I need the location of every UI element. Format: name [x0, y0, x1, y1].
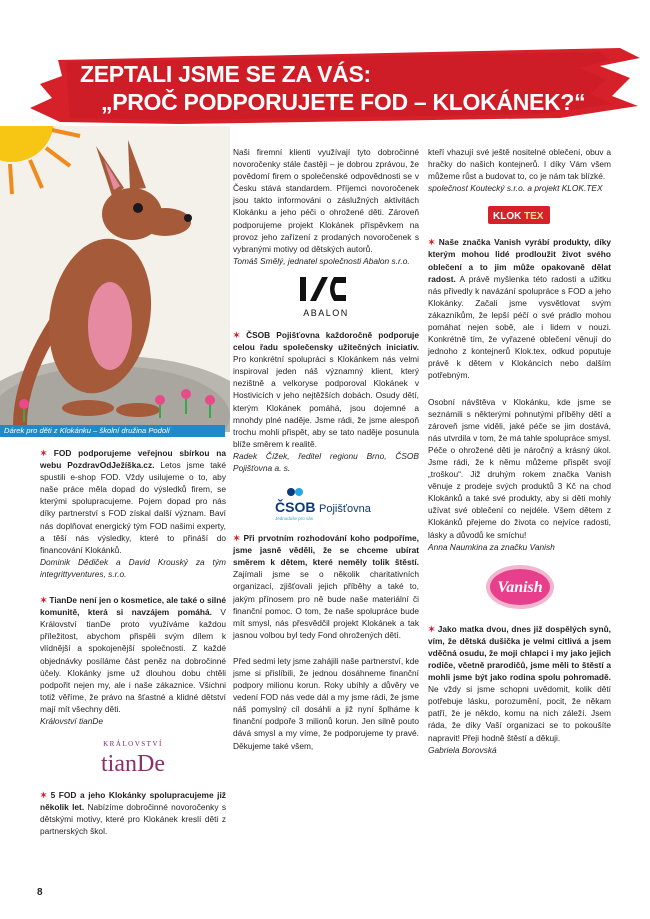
asterisk-icon: ✶ [233, 533, 240, 544]
body-text: Osobní návštěva v Klokánku, kde jsme se seznámili s některými pohnutými příběhy dětí a zároveň jsme viděli, jaké péče se jim dostává, nás utvrdila v tom, že má tahle spolupráce smysl. Péče o ohrožené děti je náročný a krásný úkol. Jsme rádi, že k němu můžeme přispět svojí „troškou“. Již druhým rokem značka Vanish věnuje z prodeje svých produktů 3 Kč na chod Klokánků a také své produkty, aby si děti mohly užívat své oblečení co nejdéle. Všem dětem z Klokánků přejeme do života co nejvíce radosti, lásky a důvodů ke smíchu! [428, 396, 611, 540]
asterisk-icon: ✶ [428, 237, 435, 248]
asterisk-icon: ✶ [40, 595, 47, 606]
kloktex-logo [488, 202, 552, 226]
headline-line-1: ZEPTALI JSME SE ZA VÁS: [80, 61, 371, 87]
signature: Anna Naumkina za značku Vanish [428, 541, 555, 552]
body-text: V Království tianDe proto využíváme každou příležitost, abychom přispěli svým dílem k vlídnější a spokojenější společnosti. Z každé objednávky posíláme část peněz na dobročinné účely. Klokánky jsme už dlouhou dobu chtěli podpořit nejen my, ale i naše zákaznice. Všichni totiž věříme, že právo na šťastné a klidné dětství mají mít všechny děti. [40, 607, 226, 714]
child-drawing-kangaroo [0, 126, 230, 432]
lead-text: FOD podporujeme veřejnou sbírkou na webu PozdravOdJežíška.cz. [40, 448, 226, 471]
asterisk-icon: ✶ [40, 790, 47, 801]
svg-text:tianDe: tianDe [101, 751, 165, 778]
paragraph [428, 236, 611, 381]
csob-pojistovna-logo [271, 482, 381, 522]
signature: Království tianDe [40, 715, 104, 726]
asterisk-icon: ✶ [40, 448, 47, 458]
column-2 [233, 146, 419, 752]
signature: Tomáš Smělý, jednatel společnosti Abalon s.r.o. [233, 255, 410, 266]
body-text: Před sedmi lety jsme zahájili naše partnerství, kde jsme si přislíbili, že jednou dosáhneme finanční podpory milionu korun. Roky ubíhly a důvěry ve vedení FOD nás vede dál a my jsme rádi, že jsme náš pomyslný cíl dosáhli a již nyní šplháme k finanční podpoře 3 milionů korun. Jen silně pouto dává smysl a my víme, že podporujeme ty pravé. Děkujeme také všem, [233, 655, 419, 751]
tiande-logo [88, 735, 178, 779]
body-text: Zajímali jsme se o několik charitativních organizací, zjišťovali jejich příběhy a také to, jakým přínosem pro ně bude naše materiální či finanční pomoc. O tom, že naše spolupráce bude mít smysl, nás přesvědčil projekt Klokánek a tak jasnou volbou byl tedy Fond ohrožených dětí. [233, 569, 419, 640]
paragraph [40, 594, 226, 715]
body-text: Pro konkrétní spolupráci s Klokánkem nás velmi inspiroval jeden náš významný klient, který nezištně a velkoryse podporoval Klokánek v Hostivicích v jeho nejtěžších dobách. Osudy dětí, kterým Klokánek pomáhá, jsou dojemné a mnohdy plné naděje. Jsme rádi, že jsme alespoň trochu mohli přispět, aby se tato naděje posunula blíže směrem k realitě. [233, 354, 419, 449]
body-text: Nabízíme dobročinné novoročenky s dětskými motivy, které pro Klokánek kreslí děti z partnerských škol. [40, 802, 227, 837]
vanish-logo [480, 561, 560, 613]
signature: Gabriela Borovská [428, 744, 497, 755]
svg-text:KLOK: KLOK [492, 211, 521, 223]
asterisk-icon: ✶ [428, 623, 435, 634]
lead-text: Naše značka Vanish vyrábí produkty, díky kterým mohou lidé prodloužit život svého oblečení a to jim může opakovaně dělat radost. [428, 237, 611, 284]
lead-text: TianDe není jen o kosmetice, ale také o silné komunitě, která si navzájem pomáhá. [40, 595, 226, 618]
svg-text:Pojišťovna: Pojišťovna [319, 503, 371, 516]
svg-text:Vanish: Vanish [496, 578, 543, 596]
body-text: Letos jsme také spustili e-shop FOD. Vždy usilujeme o to, aby naše práce měla dopad do výsledků firem, se kterými spolupracujeme. Pojem dopad pro nás díky partnerství s FOD získal další význam. Baví nás doplňovat energický tým FOD našimi experty, a těší nás výsledky, které to přináší do financování Klokánků. [40, 460, 226, 555]
signature: Dominik Dědiček a David Krouský za tým integrittyventures, s.r.o. [40, 556, 226, 579]
svg-text:ABALON: ABALON [303, 307, 349, 318]
body-text: Naši firemní klienti využívají tyto dobročinné novoročenky stále častěji – je dobrou zprávou, že povědomí firem o společenské odpovědnosti se v Česku stává standardem. Příjemci novoročenek jsou takto informováni o záslužných aktivitách Klokánku a jeho péči o ohrožené děti. Zároveň podporujeme projekt Klokánek příspěvkem na provoz jeho zařízení z prodaných novoročenek s vybranými motivy od dětských autorů. [233, 147, 419, 254]
headline-line-2: „PROČ PODPORUJETE FOD – KLOKÁNEK?“ [101, 89, 586, 115]
paragraph [40, 447, 226, 556]
svg-text:ČSOB: ČSOB [275, 499, 316, 516]
lead-text: ČSOB Pojišťovna každoročně podporuje celou řadu společensky užitečných iniciativ. [233, 329, 420, 353]
paragraph [40, 789, 226, 837]
lead-text: 5 FOD a jeho Klokánky spolupracujeme již několik let. [40, 790, 226, 813]
image-caption: Dárek pro děti z Klokánku – školní družina Podolí [0, 425, 225, 437]
paragraph [428, 623, 611, 744]
lead-text: Jako matka dvou, dnes již dospělých synů, vím, že dětská dušička je velmi citlivá a jsem vděčná osudu, že moji chlapci i my jako jejich rodiče, včetně prarodičů, jsme měli to štěstí a mohli jsme být jako rodina spolu pohromadě. [428, 623, 611, 683]
body-text: kteří vhazují své ještě nositelné oblečení, obuv a hračky do našich kontejnerů. I díky Vám všem můžeme růst a budovat to, co je nám tak blízké. [428, 147, 611, 182]
svg-text:TEX: TEX [523, 211, 543, 223]
svg-text:KRÁLOVSTVÍ: KRÁLOVSTVÍ [103, 740, 163, 749]
svg-text:Jednoduše pro vás: Jednoduše pro vás [275, 516, 314, 522]
body-text: A právě myšlenka této radosti a užitku nás přivedly k navázání spolupráce s FOD a jeho Klokánky. Začali jsme vysvětlovat svým zákazníkům, že lepší péčí o své prádlo mohou pomáhat nejen sobě, ale i lidem v nouzi. Konkrétně tím, že vyřazené oblečení věnují do jednoho z kontejnerů Klok.tex, odkud poputuje právě k dětem v Klokáncích nebo dalším potřebným. [428, 273, 611, 381]
paragraph [233, 329, 419, 450]
signature: společnost Koutecký s.r.o. a projekt KLOK.TEX [428, 183, 603, 194]
column-3 [428, 146, 611, 756]
page-number: 8 [37, 887, 43, 898]
paragraph [233, 532, 419, 641]
column-1 [40, 447, 226, 837]
lead-text: Při prvotním rozhodování koho podpoříme, jsme jasně věděli, že se chceme ubírat směrem k dětem, které neměly tolik štěstí. [233, 533, 419, 568]
abalon-logo [286, 275, 366, 319]
signature: Radek Čížek, ředitel regionu Brno, ČSOB Pojišťovna a. s. [233, 450, 419, 473]
body-text: Ne vždy si jsme schopni uvědomit, kolik dětí potřebuje lásku, porozumění, pocit, že někam patří, že je někdo, komu na nich záleží. Jsem ráda, že díky Vaší organizaci se to pokoušíte napravit! Přeji hodně štěstí a děkuji. [428, 684, 611, 743]
asterisk-icon: ✶ [233, 329, 240, 340]
